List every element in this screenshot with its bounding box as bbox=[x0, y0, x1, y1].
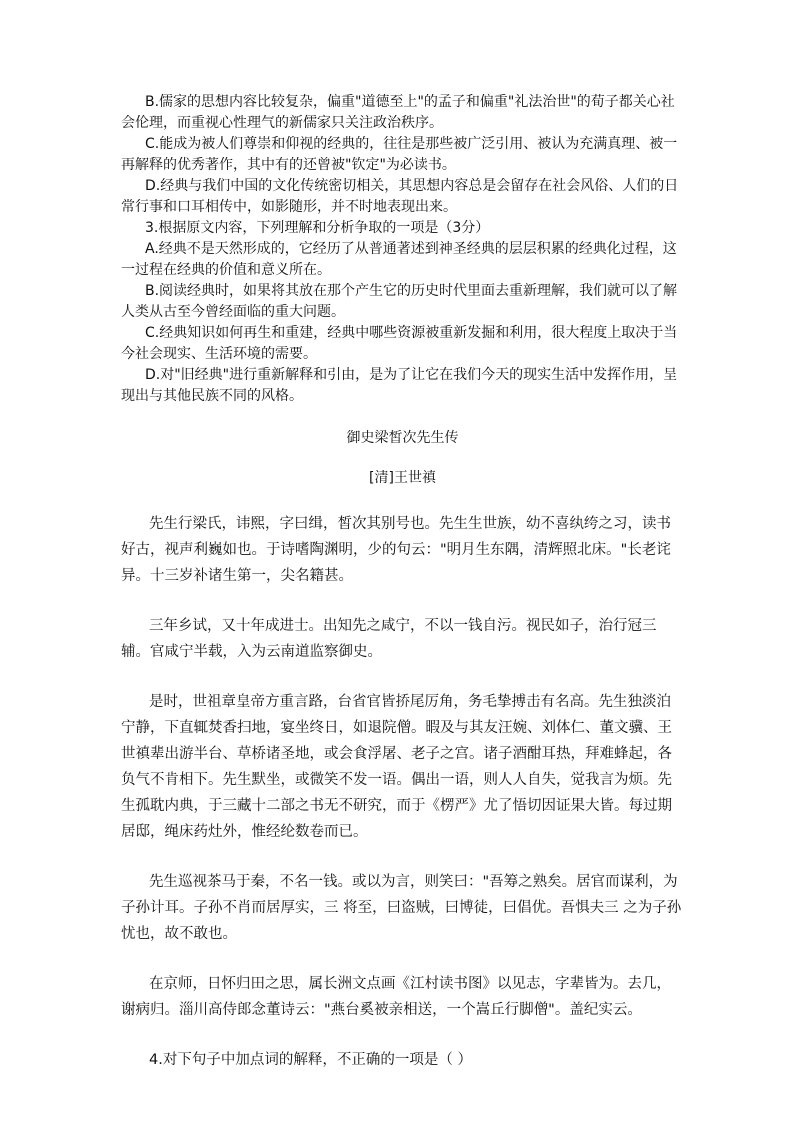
article-paragraph: 在京师，日怀归田之思，属长洲文点画《江村读书图》以见志，字辈皆为。去几，谢病归。淄川高侍郎念董诗云："燕台奚被亲相送，一个嵩丘行脚僧"。盖纪实云。 bbox=[121, 976, 671, 1018]
q3-stem: 3.根据原文内容，下列理解和分析争取的一项是（3分） bbox=[145, 220, 490, 236]
q3-option-d: D.对"旧经典"进行重新解释和引由，是为了让它在我们今天的现实生活中发挥作用，呈现出与其他民族不同的风格。 bbox=[121, 367, 678, 404]
article-paragraph: 是时，世祖章皇帝方重言路，台省官皆挢尾厉角，务毛挚搏击有名高。先生独淡泊宁静，下直辄焚香扫地，宴坐终日，如退院僧。暇及与其友汪婉、刘体仁、董文骥、王世禛辈出游半台、草桥诸圣地，或会食浮屠、老子之宫。诸子酒酣耳热，拜难蜂起，各负气不肯相下。先生默坐，或微笑不发一语。偶出一语，则人人自失，觉我言为烦。先生孤耽内典，于三藏十二部之书无不研究，而于《楞严》尤了悟切因证果大皆。每过期居邸，绳床药灶外，惟经纶数卷而已。 bbox=[121, 694, 672, 840]
q3-option-c: C.经典知识如何再生和重建，经典中哪些资源被重新发掘和利用，很大程度上取决于当今社会现实、生活环境的需要。 bbox=[121, 325, 678, 362]
article-paragraph: 三年乡试，又十年成进士。出知先之咸宁，不以一钱自污。视民如子，治行冠三辅。官咸宁半载，入为云南道监察御史。 bbox=[121, 618, 657, 660]
article-author: [清]王世禛 bbox=[369, 470, 436, 486]
q3-option-a: A.经典不是天然形成的，它经历了从普通著述到神圣经典的层层积累的经典化过程，这一过程在经典的价值和意义所在。 bbox=[121, 241, 677, 278]
article-title: 御史梁皙次先生传 bbox=[346, 430, 459, 446]
q2-option-d: D.经典与我们中国的文化传统密切相关，其思想内容总是会留存在社会风俗、人们的日常行事和口耳相传中，如影随形，并不时地表现出来。 bbox=[121, 178, 679, 215]
article-paragraph: 先生巡视茶马于秦，不名一钱。或以为言，则笑曰："吾筹之熟矣。居官而谋利，为子孙计耳。子孙不肖而居厚实，三 将至，曰盗贼，曰博徒，曰倡优。吾惧夫三 之为子孙忧也，故不敢也。 bbox=[121, 874, 682, 942]
q3-option-b: B.阅读经典时，如果将其放在那个产生它的历史时代里面去重新理解，我们就可以了解人类从古至今曾经面临的重大问题。 bbox=[121, 283, 678, 320]
document-content bbox=[121, 92, 684, 1073]
q2-option-b: B.儒家的思想内容比较复杂，偏重"道德至上"的孟子和偏重"礼法治世"的荀子都关心社会伦理，而重视心性理气的新儒家只关注政治秩序。 bbox=[121, 94, 675, 131]
q4-stem: 4.对下句子中加点词的解释，不正确的一项是（ ） bbox=[149, 1052, 472, 1068]
article-paragraph: 先生行梁氏，讳熙，字曰缉，皙次其别号也。先生生世族，幼不喜纨绔之习，读书好古，视声利巍如也。于诗嗜陶渊明，少的句云："明月生东隅，清辉照北床。"长老诧异。十三岁补诸生第一，尖名籍甚。 bbox=[121, 516, 671, 584]
q2-option-c: C.能成为被人们尊崇和仰视的经典的，往往是那些被广泛引用、被认为充满真理、被一再解释的优秀著作，其中有的还曾被"钦定"为必读书。 bbox=[121, 136, 678, 173]
